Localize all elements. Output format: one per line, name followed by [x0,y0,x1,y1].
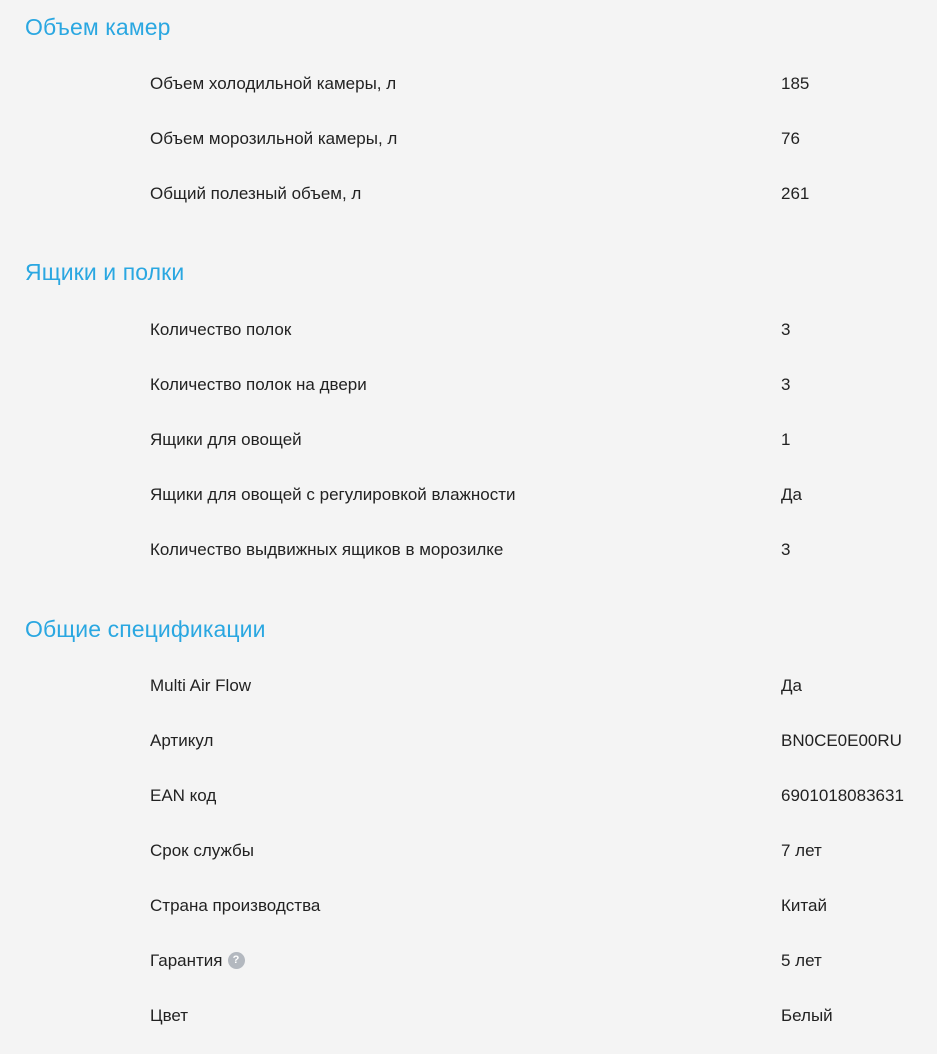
section-title-chamber-volume: Объем камер [25,14,171,40]
spec-value: 261 [781,184,810,203]
spec-label: Объем холодильной камеры, л [150,74,397,93]
spec-label: Артикул [150,731,214,750]
spec-label: Multi Air Flow [150,676,252,695]
spec-value: Китай [781,896,827,915]
spec-label-text: Гарантия [150,951,223,970]
spec-label: Количество полок [150,320,292,339]
spec-value: 3 [781,320,791,339]
spec-label: Общий полезный объем, л [150,184,362,203]
spec-value: Да [781,676,802,695]
spec-label: Количество выдвижных ящиков в морозилке [150,540,504,559]
spec-label-warranty [150,950,245,972]
spec-label: Объем морозильной камеры, л [150,129,398,148]
spec-value: 5 лет [781,951,822,970]
spec-value: 3 [781,375,791,394]
section-title-general-specs: Общие спецификации [25,616,266,642]
spec-label: Срок службы [150,841,254,860]
spec-label: Страна производства [150,896,321,915]
help-icon[interactable]: ? [228,952,245,969]
spec-value: 3 [781,540,791,559]
spec-value: 1 [781,430,791,449]
spec-value: 7 лет [781,841,822,860]
spec-label: Количество полок на двери [150,375,367,394]
spec-value: BN0CE0E00RU [781,731,902,750]
spec-value: Да [781,485,802,504]
spec-value: 76 [781,129,800,148]
spec-label: EAN код [150,786,217,805]
spec-label: Ящики для овощей [150,430,302,449]
spec-value: 185 [781,74,810,93]
section-title-drawers-shelves: Ящики и полки [25,259,185,285]
spec-value: Белый [781,1006,833,1025]
spec-value: 6901018083631 [781,786,904,805]
spec-label: Ящики для овощей с регулировкой влажности [150,485,516,504]
spec-label: Цвет [150,1006,189,1025]
